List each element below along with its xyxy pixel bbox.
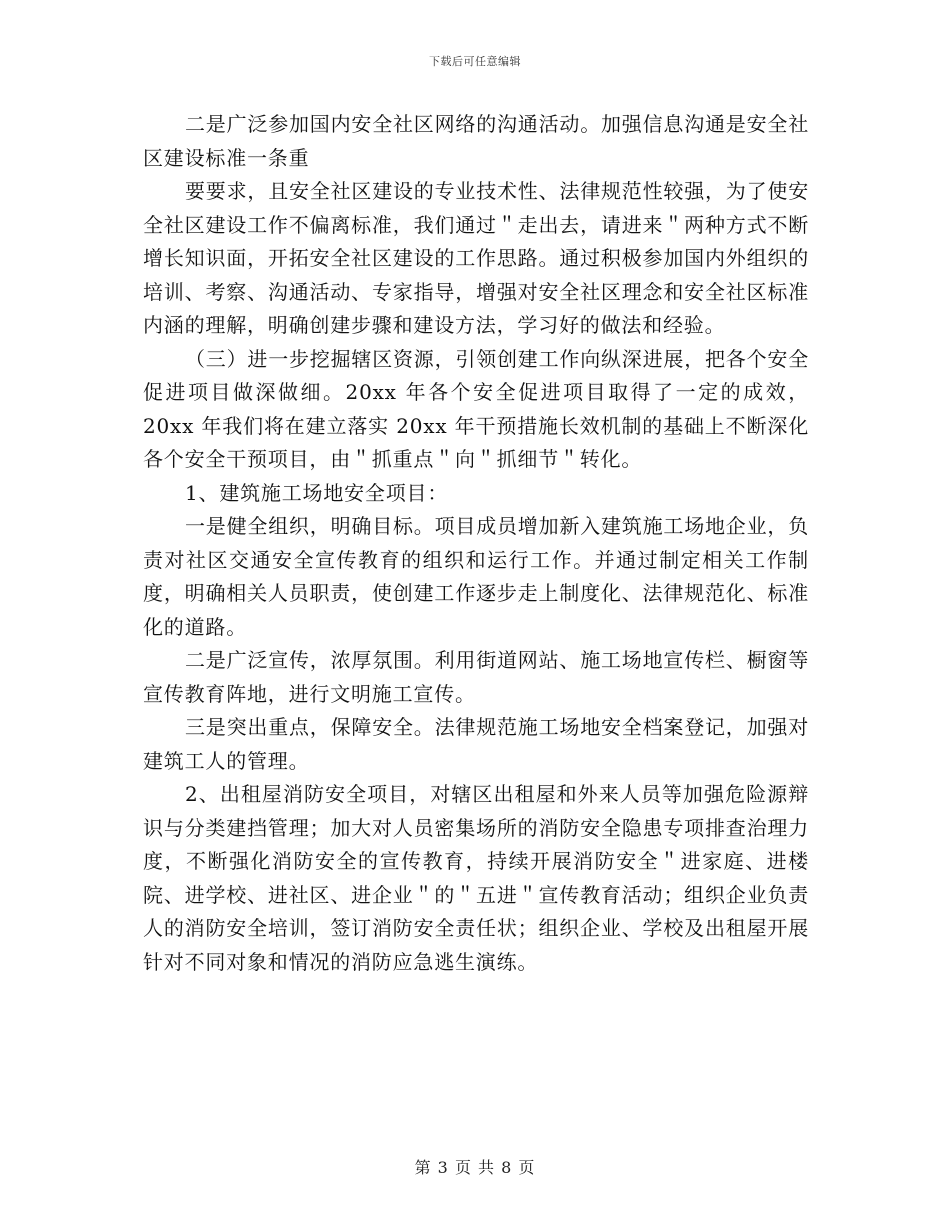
page-header: 下载后可任意编辑	[429, 55, 521, 68]
document-body	[143, 108, 809, 979]
paragraph: 一是健全组织，明确目标。项目成员增加新入建筑施工场地企业，负责对社区交通安全宣传教育的组织和运行工作。并通过制定相关工作制度，明确相关人员职责，使创建工作逐步走上制度化、法律规范化、标准化的道路。	[143, 514, 809, 639]
page-number-footer: 第 3 页 共 8 页	[414, 1158, 536, 1177]
paragraph: 要要求，且安全社区建设的专业技术性、法律规范性较强，为了使安全社区建设工作不偏离标准，我们通过＂走出去，请进来＂两种方式不断增长知识面，开拓安全社区建设的工作思路。通过积极参加国内外组织的培训、考察、沟通活动、专家指导，增强对安全社区理念和安全社区标准内涵的理解，明确创建步骤和建设方法，学习好的做法和经验。	[143, 179, 809, 337]
paragraph: 三是突出重点，保障安全。法律规范施工场地安全档案登记，加强对建筑工人的管理。	[143, 715, 809, 773]
paragraph: （三）进一步挖掘辖区资源，引领创建工作向纵深进展，把各个安全促进项目做深做细。20xx 年各个安全促进项目取得了一定的成效，20xx 年我们将在建立落实 20xx 年干预措施长效机制的基础上不断深化各个安全干预项目，由＂抓重点＂向＂抓细节＂转化。	[143, 346, 809, 471]
paragraph: 二是广泛参加国内安全社区网络的沟通活动。加强信息沟通是安全社区建设标准一条重	[143, 112, 809, 170]
paragraph: 2、出租屋消防安全项目，对辖区出租屋和外来人员等加强危险源辩识与分类建挡管理；加大对人员密集场所的消防安全隐患专项排查治理力度，不断强化消防安全的宣传教育，持续开展消防安全＂进家庭、进楼院、进学校、进社区、进企业＂的＂五进＂宣传教育活动；组织企业负责人的消防安全培训，签订消防安全责任状；组织企业、学校及出租屋开展针对不同对象和情况的消防应急逃生演练。	[143, 782, 809, 974]
paragraph: 1、建筑施工场地安全项目：	[185, 480, 449, 505]
paragraph: 二是广泛宣传，浓厚氛围。利用街道网站、施工场地宣传栏、橱窗等宣传教育阵地，进行文明施工宣传。	[143, 648, 809, 706]
